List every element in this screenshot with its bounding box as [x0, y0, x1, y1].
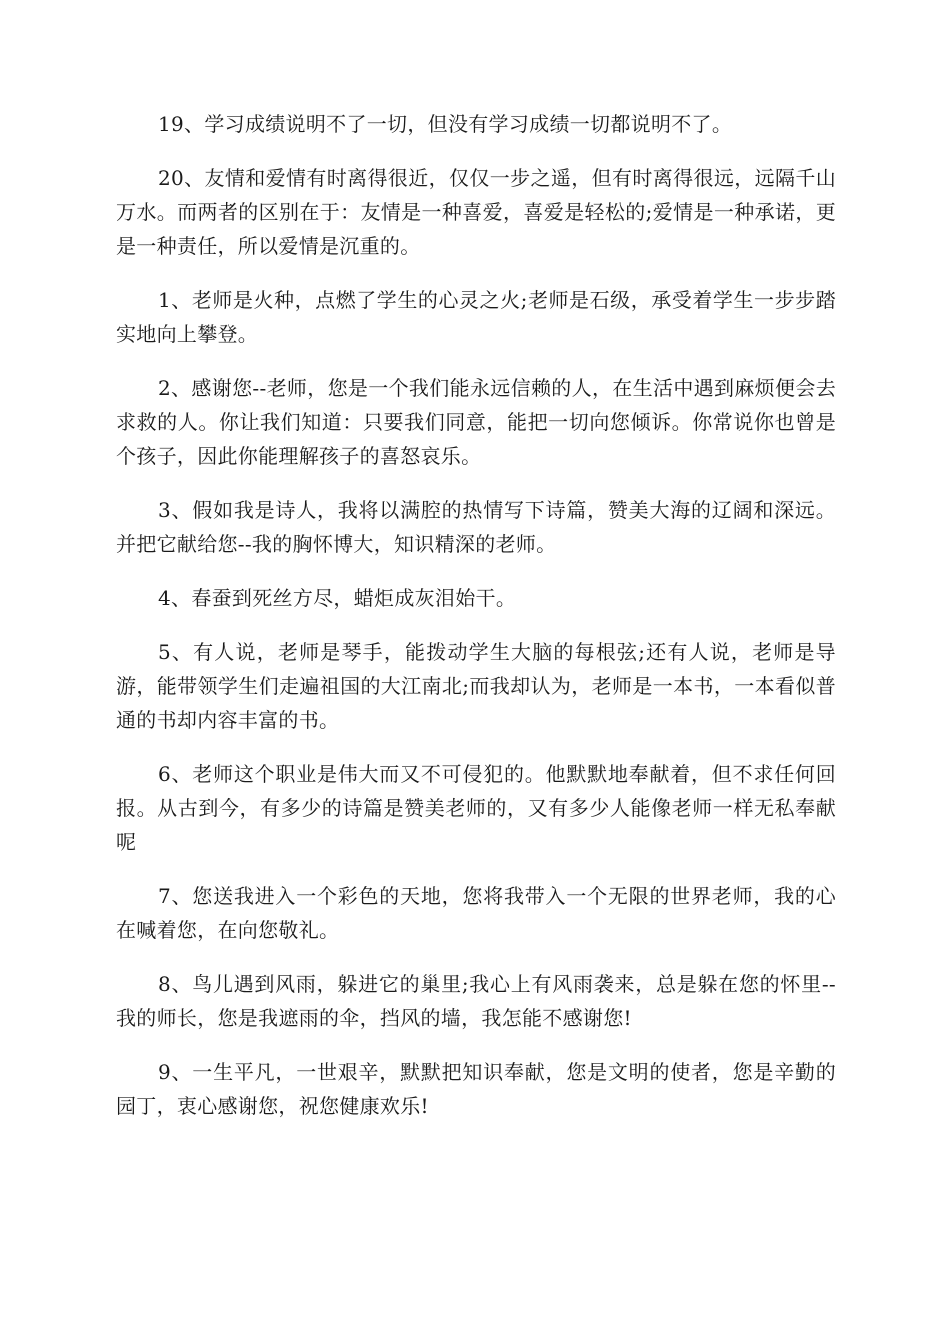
paragraph-1: 1、老师是火种，点燃了学生的心灵之火;老师是石级，承受着学生一步步踏实地向上攀登。 — [116, 288, 836, 346]
paragraph-20: 20、友情和爱情有时离得很近，仅仅一步之遥，但有时离得很远，远隔千山万水。而两者的区别在于：友情是一种喜爱，喜爱是轻松的;爱情是一种承诺，更是一种责任，所以爱情是沉重的。 — [116, 166, 836, 258]
paragraph-8: 8、鸟儿遇到风雨，躲进它的巢里;我心上有风雨袭来，总是躲在您的怀里--我的师长，您是我遮雨的伞，挡风的墙，我怎能不感谢您! — [116, 972, 836, 1030]
paragraph-19: 19、学习成绩说明不了一切，但没有学习成绩一切都说明不了。 — [158, 112, 733, 136]
paragraph-2: 2、感谢您--老师，您是一个我们能永远信赖的人，在生活中遇到麻烦便会去求救的人。你让我们知道：只要我们同意，能把一切向您倾诉。你常说你也曾是个孩子，因此你能理解孩子的喜怒哀乐。 — [116, 376, 836, 468]
paragraph-5: 5、有人说，老师是琴手，能拨动学生大脑的每根弦;还有人说，老师是导游，能带领学生们走遍祖国的大江南北;而我却认为，老师是一本书，一本看似普通的书却内容丰富的书。 — [116, 640, 836, 732]
document-body — [116, 107, 836, 1143]
paragraph-4: 4、春蚕到死丝方尽，蜡炬成灰泪始干。 — [158, 586, 517, 610]
paragraph-3: 3、假如我是诗人，我将以满腔的热情写下诗篇，赞美大海的辽阔和深远。并把它献给您--我的胸怀博大，知识精深的老师。 — [116, 498, 836, 556]
paragraph-7: 7、您送我进入一个彩色的天地，您将我带入一个无限的世界老师，我的心在喊着您，在向您敬礼。 — [116, 884, 836, 942]
paragraph-9: 9、一生平凡，一世艰辛，默默把知识奉献，您是文明的使者，您是辛勤的园丁，衷心感谢您，祝您健康欢乐! — [116, 1060, 836, 1118]
paragraph-6: 6、老师这个职业是伟大而又不可侵犯的。他默默地奉献着，但不求任何回报。从古到今，有多少的诗篇是赞美老师的，又有多少人能像老师一样无私奉献呢 — [116, 762, 836, 854]
